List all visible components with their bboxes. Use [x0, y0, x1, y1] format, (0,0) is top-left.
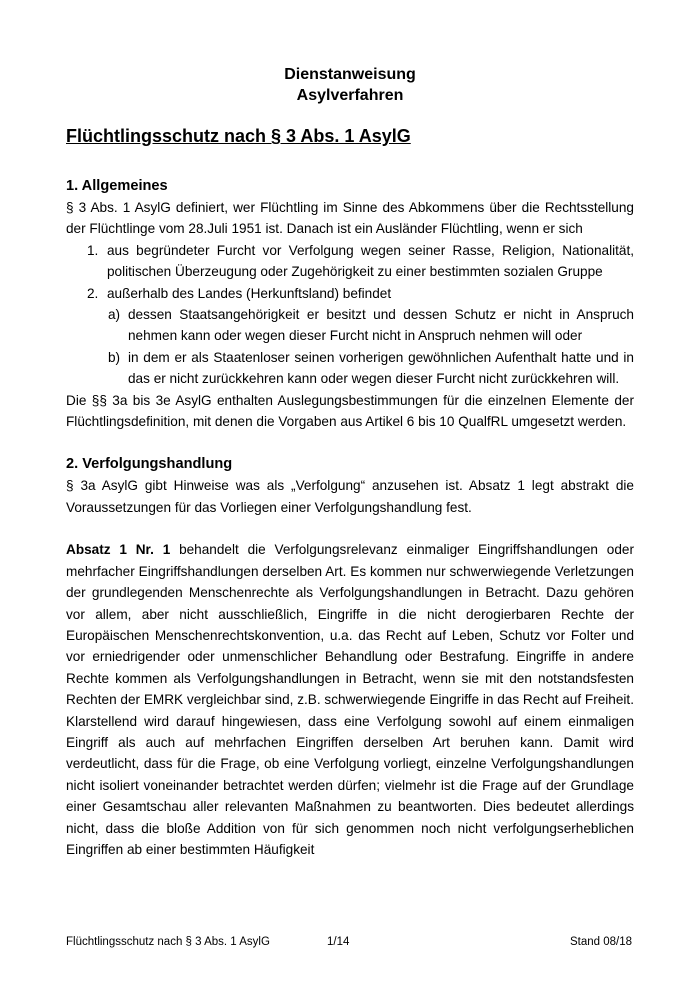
criteria-list — [66, 240, 634, 390]
list-item-text: aus begründeter Furcht vor Verfolgung wegen seiner Rasse, Religion, Nationalität, politischen Überzeugung oder Zugehörigkeit zu einer bestimmten sozialen Gruppe — [107, 242, 634, 280]
header-line-2: Asylverfahren — [296, 87, 404, 104]
sub-list-item — [66, 304, 634, 347]
section-2-intro: § 3a AsylG gibt Hinweise was als „Verfolgung“ anzusehen ist. Absatz 1 legt abstrakt die Voraussetzungen für das Vorliegen einer Verfolgungshandlung fest. — [66, 478, 634, 515]
page-footer — [66, 934, 634, 950]
section-2-heading: 2. Verfolgungshandlung — [66, 456, 233, 473]
sub-list-item-text: in dem er als Staatenloser seinen vorherigen gewöhnlichen Aufenthalt hatte und in das er nicht zurückkehren kann oder wegen dieser Furcht nicht zurückkehren will. — [128, 349, 634, 387]
section-1-closing: Die §§ 3a bis 3e AsylG enthalten Auslegungsbestimmungen für die einzelnen Elemente der Flüchtlingsdefinition, mit denen die Vorgaben aus Artikel 6 bis 10 QualfRL umgesetzt werden. — [66, 392, 634, 430]
sub-list-marker: a) — [108, 307, 121, 323]
sub-list-item — [66, 347, 634, 390]
list-item — [66, 283, 634, 304]
paragraph-text: behandelt die Verfolgungsrelevanz einmaliger Eingriffshandlungen oder mehrfacher Eingriffshandlungen derselben Art. Es kommen nur schwerwiegende Verletzungen der grundlegenden Menschenrechte als Verfolgungshandlungen in Betracht. Dazu gehören vor allem, aber nicht ausschließlich, Eingriffe in die nicht derogierbaren Rechte der Europäischen Menschenrechtskonvention, u.a. das Recht auf Leben, Schutz vor Folter und vor erniedrigender oder unmenschlicher Behandlung oder Bestrafung. Eingriffe in andere Rechte kommen als Verfolgungshandlungen in Betracht, wenn sie mit den notstandsfesten Rechten der EMRK vergleichbar sind, z.B. schwerwiegende Eingriffe in das Recht auf Freiheit. Klarstellend wird darauf hingewiesen, dass eine Verfolgung sowohl auf einem einmaligen Eingriff als auch auf mehrfachen Eingriffen derselben Art beruhen kann. Damit wird verdeutlicht, dass für die Frage, ob eine Verfolgung vorliegt, einzelne Verfolgungshandlungen nicht isoliert voneinander betrachtet werden dürfen; vielmehr ist die Frage auf der Grundlage einer Gesamtschau aller relevanten Maßnahmen zu beantworten. Dies bedeutet allerdings nicht, dass die bloße Addition von für sich genommen noch nicht verfolgungserheblichen Eingriffen ab einer bestimmten Häufigkeit — [66, 542, 634, 857]
document-body — [66, 175, 634, 860]
list-item-text: außerhalb des Landes (Herkunftsland) befindet — [107, 285, 392, 301]
document-title: Flüchtlingsschutz nach § 3 Abs. 1 AsylG — [66, 126, 411, 146]
footer-title: Flüchtlingsschutz nach § 3 Abs. 1 AsylG — [66, 936, 270, 948]
document-header — [0, 64, 700, 106]
section-2-paragraph — [66, 539, 634, 860]
paragraph-label: Absatz 1 Nr. 1 — [66, 542, 171, 558]
page-number: 1/14 — [327, 936, 350, 948]
paragraph-spacer — [66, 518, 634, 539]
section-1-heading: 1. Allgemeines — [66, 178, 168, 194]
list-marker: 2. — [87, 285, 99, 301]
section-1-intro: § 3 Abs. 1 AsylG definiert, wer Flüchtling im Sinne des Abkommens über die Rechtsstellung der Flüchtlinge vom 28.Juli 1951 ist. Danach ist ein Ausländer Flüchtling, wenn er sich — [66, 200, 634, 237]
header-line-1: Dienstanweisung — [284, 66, 416, 83]
footer-date: Stand 08/18 — [569, 936, 632, 948]
list-item — [66, 240, 634, 283]
list-marker: 1. — [87, 242, 99, 258]
sub-list-marker: b) — [108, 349, 121, 365]
sub-list-item-text: dessen Staatsangehörigkeit er besitzt und dessen Schutz er nicht in Anspruch nehmen kann oder wegen dieser Furcht nicht in Anspruch nehmen will oder — [128, 307, 634, 344]
paragraph-spacer — [66, 432, 634, 453]
